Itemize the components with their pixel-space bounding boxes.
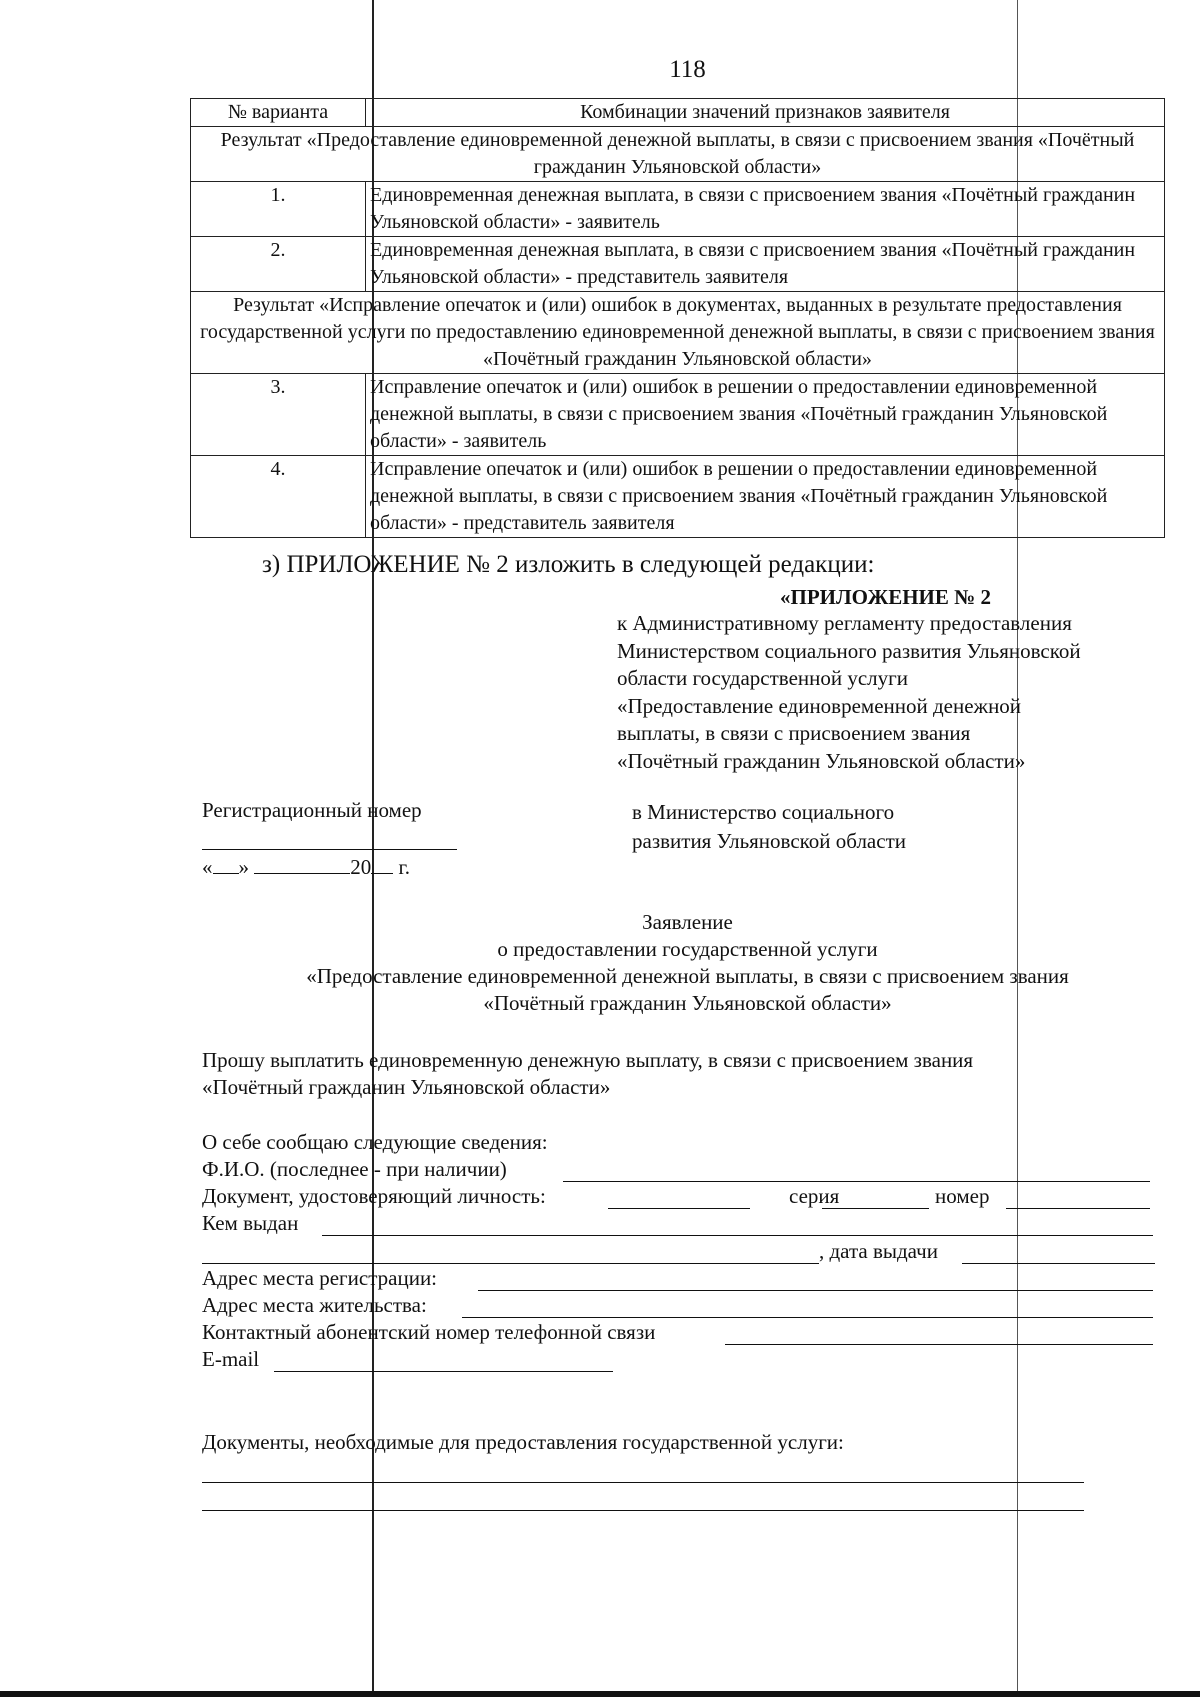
series-field[interactable] [822, 1208, 929, 1209]
header-combinations: Комбинации значений признаков заявителя [366, 99, 1165, 127]
phone-label: Контактный абонентский номер телефонной связи [202, 1320, 656, 1344]
registration-address-field[interactable] [478, 1290, 1153, 1291]
page-number: 118 [669, 56, 706, 83]
id-document-label: Документ, удостоверяющий личность: [202, 1184, 546, 1208]
appendix-line: к Административному регламенту предоставления [617, 611, 1072, 635]
table-header-row [191, 99, 1165, 127]
result-row [191, 292, 1165, 374]
table-row [191, 182, 1165, 237]
number-field[interactable] [1006, 1208, 1150, 1209]
table-row [191, 374, 1165, 456]
info-intro: О себе сообщаю следующие сведения: [202, 1130, 548, 1154]
documents-label: Документы, необходимые для предоставления государственной услуги: [202, 1430, 844, 1454]
result-cell: Результат «Предоставление единовременной денежной выплаты, в связи с присвоением звания «Почётный гражданин Ульяновской области» [191, 127, 1165, 182]
variant-number: 3. [191, 374, 366, 456]
registration-number-field[interactable] [202, 849, 457, 850]
registration-address-label: Адрес места регистрации: [202, 1266, 438, 1290]
email-label: E-mail [202, 1347, 260, 1371]
variant-number: 4. [191, 456, 366, 538]
issued-by-field[interactable] [322, 1235, 1153, 1236]
id-document-field[interactable] [608, 1208, 750, 1209]
issued-by-field-continued[interactable] [202, 1263, 819, 1264]
scan-bottom-edge [0, 1691, 1200, 1697]
variant-number: 1. [191, 182, 366, 237]
appendix-caption [617, 610, 1081, 775]
result-cell: Результат «Исправление опечаток и (или) ошибок в документах, выданных в результате предоставления государственной услуги по предоставлению единовременной денежной выплаты, в связи с присвоением звания «Почётный гражданин Ульяновской области» [191, 292, 1165, 374]
year-prefix: 20 [350, 855, 372, 879]
appendix-line: области государственной услуги [617, 666, 909, 690]
documents-field-line[interactable] [202, 1482, 1084, 1483]
issue-date-label: , дата выдачи [819, 1239, 938, 1263]
residence-address-field[interactable] [462, 1317, 1153, 1318]
appendix-line: выплаты, в связи с присвоением звания [617, 721, 971, 745]
date-close-quote: » [238, 855, 249, 879]
date-open-quote: « [202, 855, 213, 879]
documents-field-line[interactable] [202, 1510, 1084, 1511]
statement-service-line: «Предоставление единовременной денежной выплаты, в связи с присвоением звания [306, 964, 1069, 988]
request-line: «Почётный гражданин Ульяновской области» [202, 1075, 611, 1099]
registration-date [202, 853, 410, 880]
issued-by-label: Кем выдан [202, 1211, 299, 1235]
header-variant-number: № варианта [191, 99, 366, 127]
statement-service-line: «Почётный гражданин Ульяновской области» [483, 991, 892, 1015]
appendix-line: «Предоставление единовременной денежной [617, 693, 1022, 718]
variant-text: Исправление опечаток и (или) ошибок в решении о предоставлении единовременной денежной выплаты, в связи с присвоением звания «Почётный гражданин Ульяновской области» - представитель заявителя [366, 456, 1165, 538]
variant-text: Единовременная денежная выплата, в связи с присвоением звания «Почётный гражданин Ульяновской области» - заявитель [366, 182, 1165, 237]
addressee-line: развития Ульяновской области [632, 829, 906, 853]
fio-label: Ф.И.О. (последнее - при наличии) [202, 1157, 507, 1181]
year-field[interactable] [371, 853, 393, 874]
table-row [191, 456, 1165, 538]
table-row [191, 237, 1165, 292]
variants-table [190, 98, 1165, 538]
month-field[interactable] [254, 853, 350, 874]
appendix-line: «Почётный гражданин Ульяновской области» [617, 748, 1026, 773]
appendix-title: «ПРИЛОЖЕНИЕ № 2 [780, 585, 992, 609]
statement-subtitle: о предоставлении государственной услуги [497, 937, 878, 961]
addressee [632, 798, 906, 856]
variant-text: Исправление опечаток и (или) ошибок в решении о предоставлении единовременной денежной выплаты, в связи с присвоением звания «Почётный гражданин Ульяновской области» - заявитель [366, 374, 1165, 456]
result-row [191, 127, 1165, 182]
residence-address-label: Адрес места жительства: [202, 1293, 427, 1317]
issue-date-field[interactable] [962, 1263, 1155, 1264]
registration-label: Регистрационный номер [202, 798, 422, 822]
day-field[interactable] [213, 853, 239, 874]
email-field[interactable] [274, 1371, 613, 1372]
fio-field[interactable] [563, 1181, 1150, 1182]
addressee-line: в Министерство социального [632, 800, 895, 824]
request-line: Прошу выплатить единовременную денежную выплату, в связи с присвоением звания [202, 1048, 974, 1072]
series-label: серия [789, 1184, 840, 1208]
number-label: номер [935, 1184, 990, 1208]
year-suffix: г. [398, 855, 410, 879]
phone-field[interactable] [725, 1344, 1153, 1345]
variant-number: 2. [191, 237, 366, 292]
statement-title: Заявление [642, 910, 733, 934]
variant-text: Единовременная денежная выплата, в связи с присвоением звания «Почётный гражданин Ульяновской области» - представитель заявителя [366, 237, 1165, 292]
appendix-line: Министерством социального развития Ульяновской [617, 638, 1081, 663]
amendment-line: з) ПРИЛОЖЕНИЕ № 2 изложить в следующей редакции: [262, 551, 875, 578]
